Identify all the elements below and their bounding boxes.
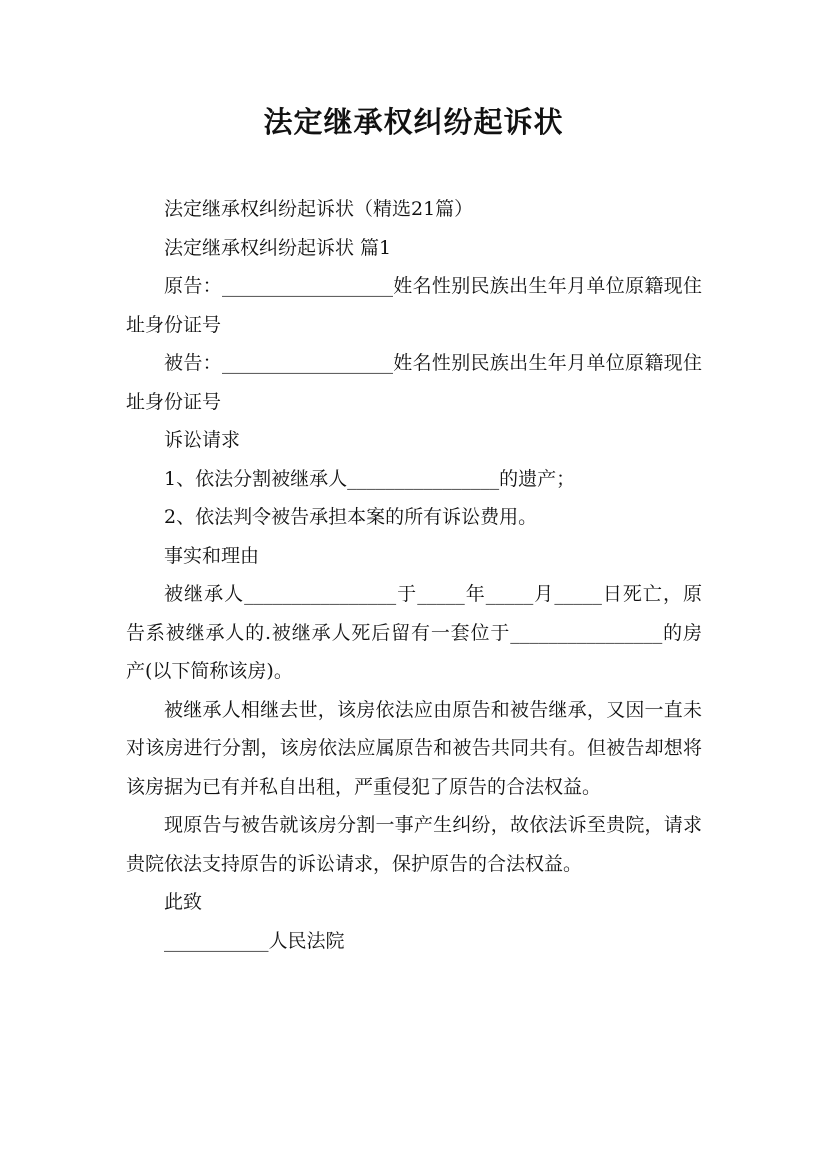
plaintiff-paragraph: 原告：__________________姓名性别民族出生年月单位原籍现住址身份证号	[126, 275, 702, 336]
closing-salutation: 此致	[164, 891, 203, 913]
facts-paragraph-3: 现原告与被告就该房分割一事产生纠纷，故依法诉至贵院，请求贵院依法支持原告的诉讼请求，保护原告的合法权益。	[126, 814, 702, 875]
facts-paragraph-2: 被继承人相继去世，该房依法应由原告和被告继承，又因一直未对该房进行分割，该房依法应属原告和被告共同共有。但被告却想将该房据为已有并私自出租，严重侵犯了原告的合法权益。	[126, 698, 702, 798]
facts-heading: 事实和理由	[164, 544, 260, 567]
subtitle: 法定继承权纠纷起诉状（精选21篇）	[164, 198, 474, 220]
court-line: ___________人民法院	[164, 929, 345, 952]
claim-item-2: 2、依法判令被告承担本案的所有诉讼费用。	[164, 506, 538, 528]
claim-item-1: 1、依法分割被继承人________________的遗产；	[164, 467, 576, 490]
facts-paragraph-1: 被继承人________________于_____年_____月_____日死亡，原告系被继承人的.被继承人死后留有一套位于________________的房产(以下简称该房)。	[126, 583, 702, 682]
defendant-paragraph: 被告：__________________姓名性别民族出生年月单位原籍现住址身份证号	[126, 352, 702, 413]
section-heading: 法定继承权纠纷起诉状 篇1	[164, 236, 392, 259]
document-title: 法定继承权纠纷起诉状	[263, 105, 564, 139]
document-body	[126, 190, 702, 960]
claims-heading: 诉讼请求	[164, 429, 241, 451]
